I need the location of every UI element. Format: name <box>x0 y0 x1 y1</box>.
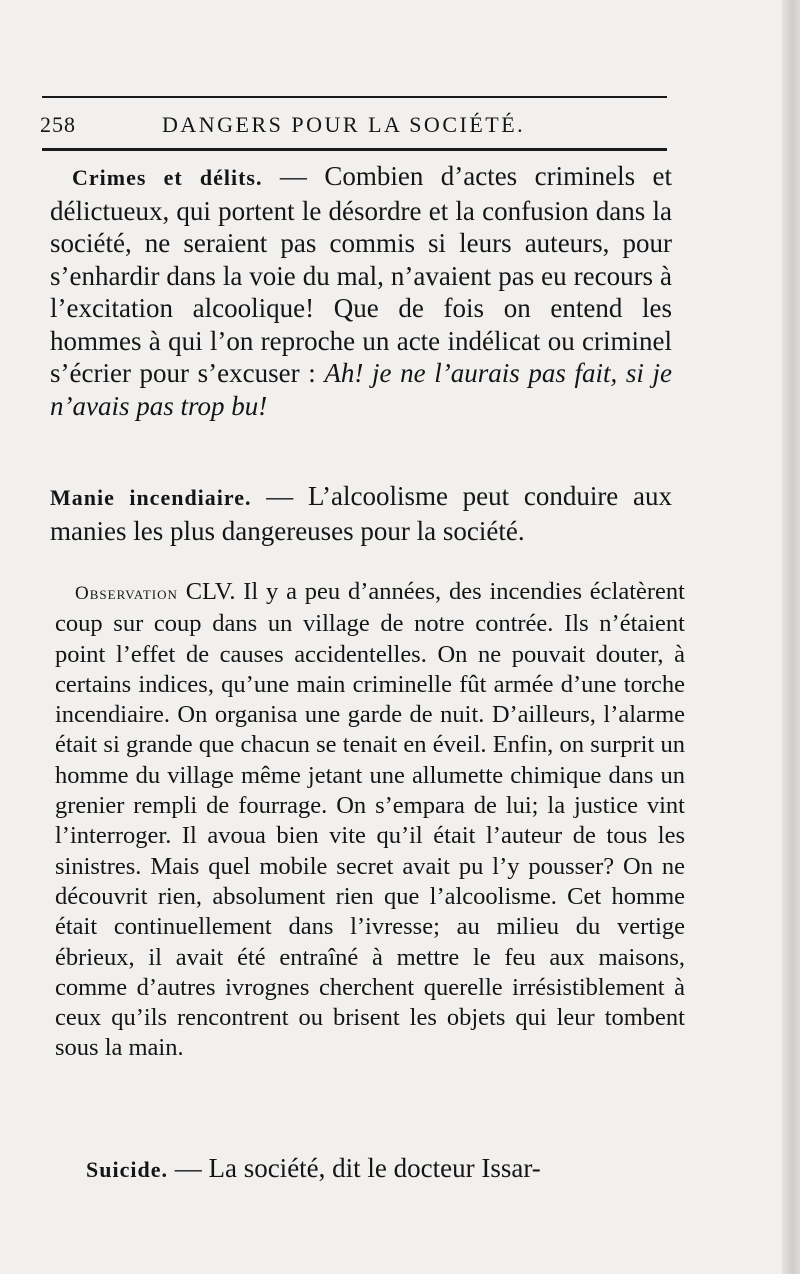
observation-clv <box>55 577 685 1064</box>
paragraph-crimes-text: — Combien d’actes criminels et délictueux, qui portent le désordre et la confusion dans la société, ne seraient pas commis si leurs auteurs, pour s’enhardir dans la voie du mal, n’avaient pas eu recours à l’excitation alcoolique! Que de fois on entend les hommes à qui l’on reproche un acte indélicat ou criminel s’écrier pour s’excuser : <box>50 161 672 388</box>
page-number: 258 <box>40 112 76 137</box>
paragraph-manie <box>50 480 672 547</box>
heading-crimes: Crimes et délits. <box>72 165 263 190</box>
running-title: DANGERS POUR LA SOCIÉTÉ. <box>162 112 526 137</box>
paragraph-suicide-text: — La société, dit le docteur Issar- <box>167 1153 541 1183</box>
paragraph-crimes <box>50 160 672 422</box>
heading-manie: Manie incendiaire. <box>50 485 252 510</box>
heading-suicide: Suicide. <box>86 1157 168 1182</box>
paragraph-manie-text: — L’alcoolisme peut conduire aux manies les plus dangereuses pour la société. <box>50 481 672 546</box>
header-rule-top <box>42 96 667 98</box>
observation-label: Observation <box>75 583 178 604</box>
page-edge-shadow <box>782 0 800 1274</box>
header-rule-bottom <box>42 148 667 151</box>
paragraph-suicide <box>50 1152 672 1187</box>
observation-text: CLV. Il y a peu d’années, des incendies éclatèrent coup sur coup dans un village de notre contrée. Ils n’étaient point l’effet de causes accidentelles. On ne pouvait douter, à certains indices, qu’une main criminelle fût armée d’une torche incendiaire. On organisa une garde de nuit. D’ailleurs, l’alarme était si grande que chacun se tenait en éveil. Enfin, on surprit un homme du village même jetant une allumette chimique dans un grenier rempli de fourrage. On s’empara de lui; la justice vint l’interroger. Il avoua bien vite qu’il était l’auteur de tous les sinistres. Mais quel mobile secret avait pu l’y pousser? On ne découvrit rien, absolument rien que l’alcoolisme. Cet homme était continuellement dans l’ivresse; au milieu du vertige ébrieux, il avait été entraîné à mettre le feu aux maisons, comme d’autres ivrognes cherchent querelle irrésistiblement à ceux qu’ils rencontrent ou brisent les objets qui leur tombent sous la main. <box>55 578 685 1062</box>
quote-crimes: Ah! je ne l’aurais pas fait, si je n’avais pas trop bu! <box>50 358 672 421</box>
